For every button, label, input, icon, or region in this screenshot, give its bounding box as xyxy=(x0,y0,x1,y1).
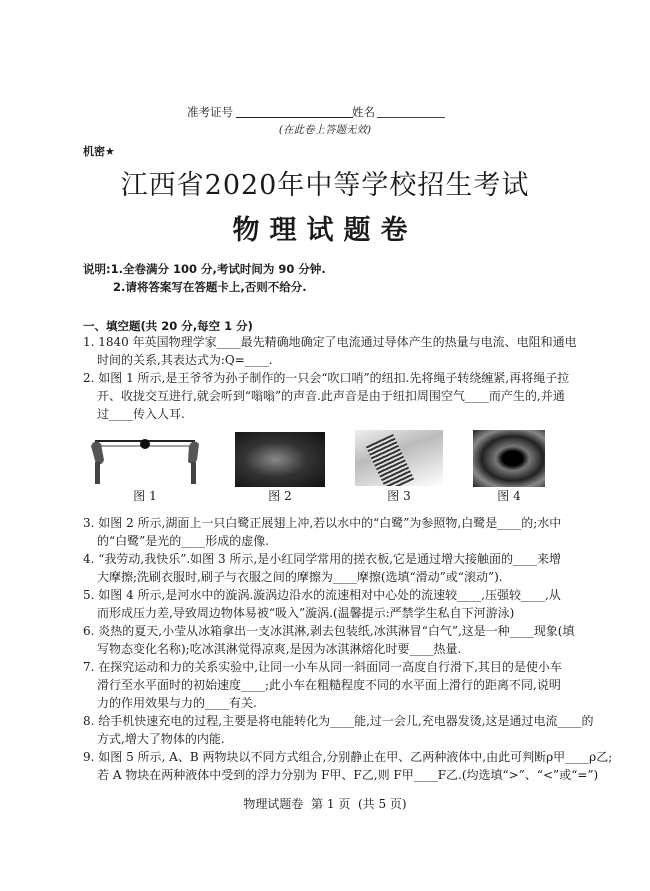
question-1-line-2: 时间的关系,其表达式为:Q=____. xyxy=(97,353,273,367)
question-4-line-1: 4. “我劳动,我快乐”.如图 3 所示,是小红同学常用的搓衣板,它是通过增大接触面的____来增 xyxy=(83,552,562,566)
invalid-answer-note: (在此卷上答题无效) xyxy=(278,124,372,136)
button-whistle-figure xyxy=(85,432,205,486)
question-9-line-1: 9. 如图 5 所示, A、B 两物块以不同方式组合,分别静止在甲、乙两种液体中,由此可判断ρ甲____ρ乙; xyxy=(83,750,613,764)
question-8-line-1: 8. 给手机快速充电的过程,主要是将电能转化为____能,过一会儿,充电器发烫,这是通过电流____的 xyxy=(83,714,594,728)
question-7-line-1: 7. 在探究运动和力的关系实验中,让同一小车从同一斜面同一高度自行滑下,其目的是使小车 xyxy=(83,660,562,674)
name-label: 姓名 xyxy=(352,105,375,119)
question-4-line-2: 大摩擦;洗刷衣服时,刷子与衣服之间的摩擦为____摩擦(选填“滑动”或“滚动”). xyxy=(97,570,503,584)
washboard-photo xyxy=(355,430,443,486)
name-blank xyxy=(377,117,445,118)
question-9-line-2: 若 A 物块在两种液体中受到的浮力分别为 F甲、F乙,则 F甲____F乙.(均选填“>”、“<”或“=”) xyxy=(97,768,599,782)
question-3-line-1: 3. 如图 2 所示,湖面上一只白鹭正展翅上冲,若以水中的“白鹭”为参照物,白鹭是____的;水中 xyxy=(83,516,562,530)
question-7-line-3: 力的作用效果与力的____有关. xyxy=(97,696,257,710)
question-6-line-2: 写物态变化名称);吃冰淇淋觉得凉爽,是因为冰淇淋熔化时要____热量. xyxy=(97,642,462,656)
page-footer: 物理试题卷 第 1 页 (共 5 页) xyxy=(243,797,407,811)
question-5-line-1: 5. 如图 4 所示,是河水中的漩涡.漩涡边沿水的流速相对中心处的流速较____,压强较____,从 xyxy=(83,588,561,602)
whirlpool-photo xyxy=(473,430,545,487)
exam-id-blank xyxy=(236,117,353,118)
figure-1-caption: 图 1 xyxy=(133,489,157,503)
confidential-mark: 机密★ xyxy=(83,145,115,158)
instruction-2: 2.请将答案写在答题卡上,否则不给分. xyxy=(113,280,307,294)
question-3-line-2: 的“白鹭”是光的____形成的虚像. xyxy=(97,534,270,548)
egret-lake-photo xyxy=(235,432,325,487)
question-2-line-1: 2. 如图 1 所示,是王爷爷为孙子制作的一只会“吹口哨”的纽扣.先将绳子转绕缠紧,再将绳子拉 xyxy=(83,371,570,385)
question-2-line-3: 过____传入人耳. xyxy=(97,407,185,421)
section-heading: 一、填空题(共 20 分,每空 1 分) xyxy=(83,319,253,333)
question-5-line-2: 而形成压力差,导致周边物体易被“吸入”漩涡.(温馨提示:严禁学生私自下河游泳) xyxy=(97,606,515,620)
question-7-line-2: 滑行至水平面时的初始速度____;此小车在粗糙程度不同的水平面上滑行的距离不同,说明 xyxy=(97,678,561,692)
exam-title: 江西省2020年中等学校招生考试 xyxy=(120,170,530,201)
figure-4-caption: 图 4 xyxy=(497,489,521,503)
figure-2-caption: 图 2 xyxy=(268,489,292,503)
question-8-line-2: 方式,增大了物体的内能. xyxy=(97,732,225,746)
figure-3-caption: 图 3 xyxy=(387,489,411,503)
instruction-1: 说明:1.全卷满分 100 分,考试时间为 90 分钟. xyxy=(83,262,326,276)
exam-subtitle: 物理试题卷 xyxy=(232,215,418,246)
question-1-line-1: 1. 1840 年英国物理学家____最先精确地确定了电流通过导体产生的热量与电流、电阻和通电 xyxy=(83,335,577,349)
exam-id-label: 准考证号 xyxy=(187,105,233,119)
question-6-line-1: 6. 炎热的夏天,小莹从冰箱拿出一支冰淇淋,剥去包装纸,冰淇淋冒“白气”,这是一种____现象(填 xyxy=(83,624,575,638)
question-2-line-2: 开、收拢交互进行,就会听到“嗡嗡”的声音.此声音是由于纽扣周围空气____而产生的,并通 xyxy=(97,389,565,403)
